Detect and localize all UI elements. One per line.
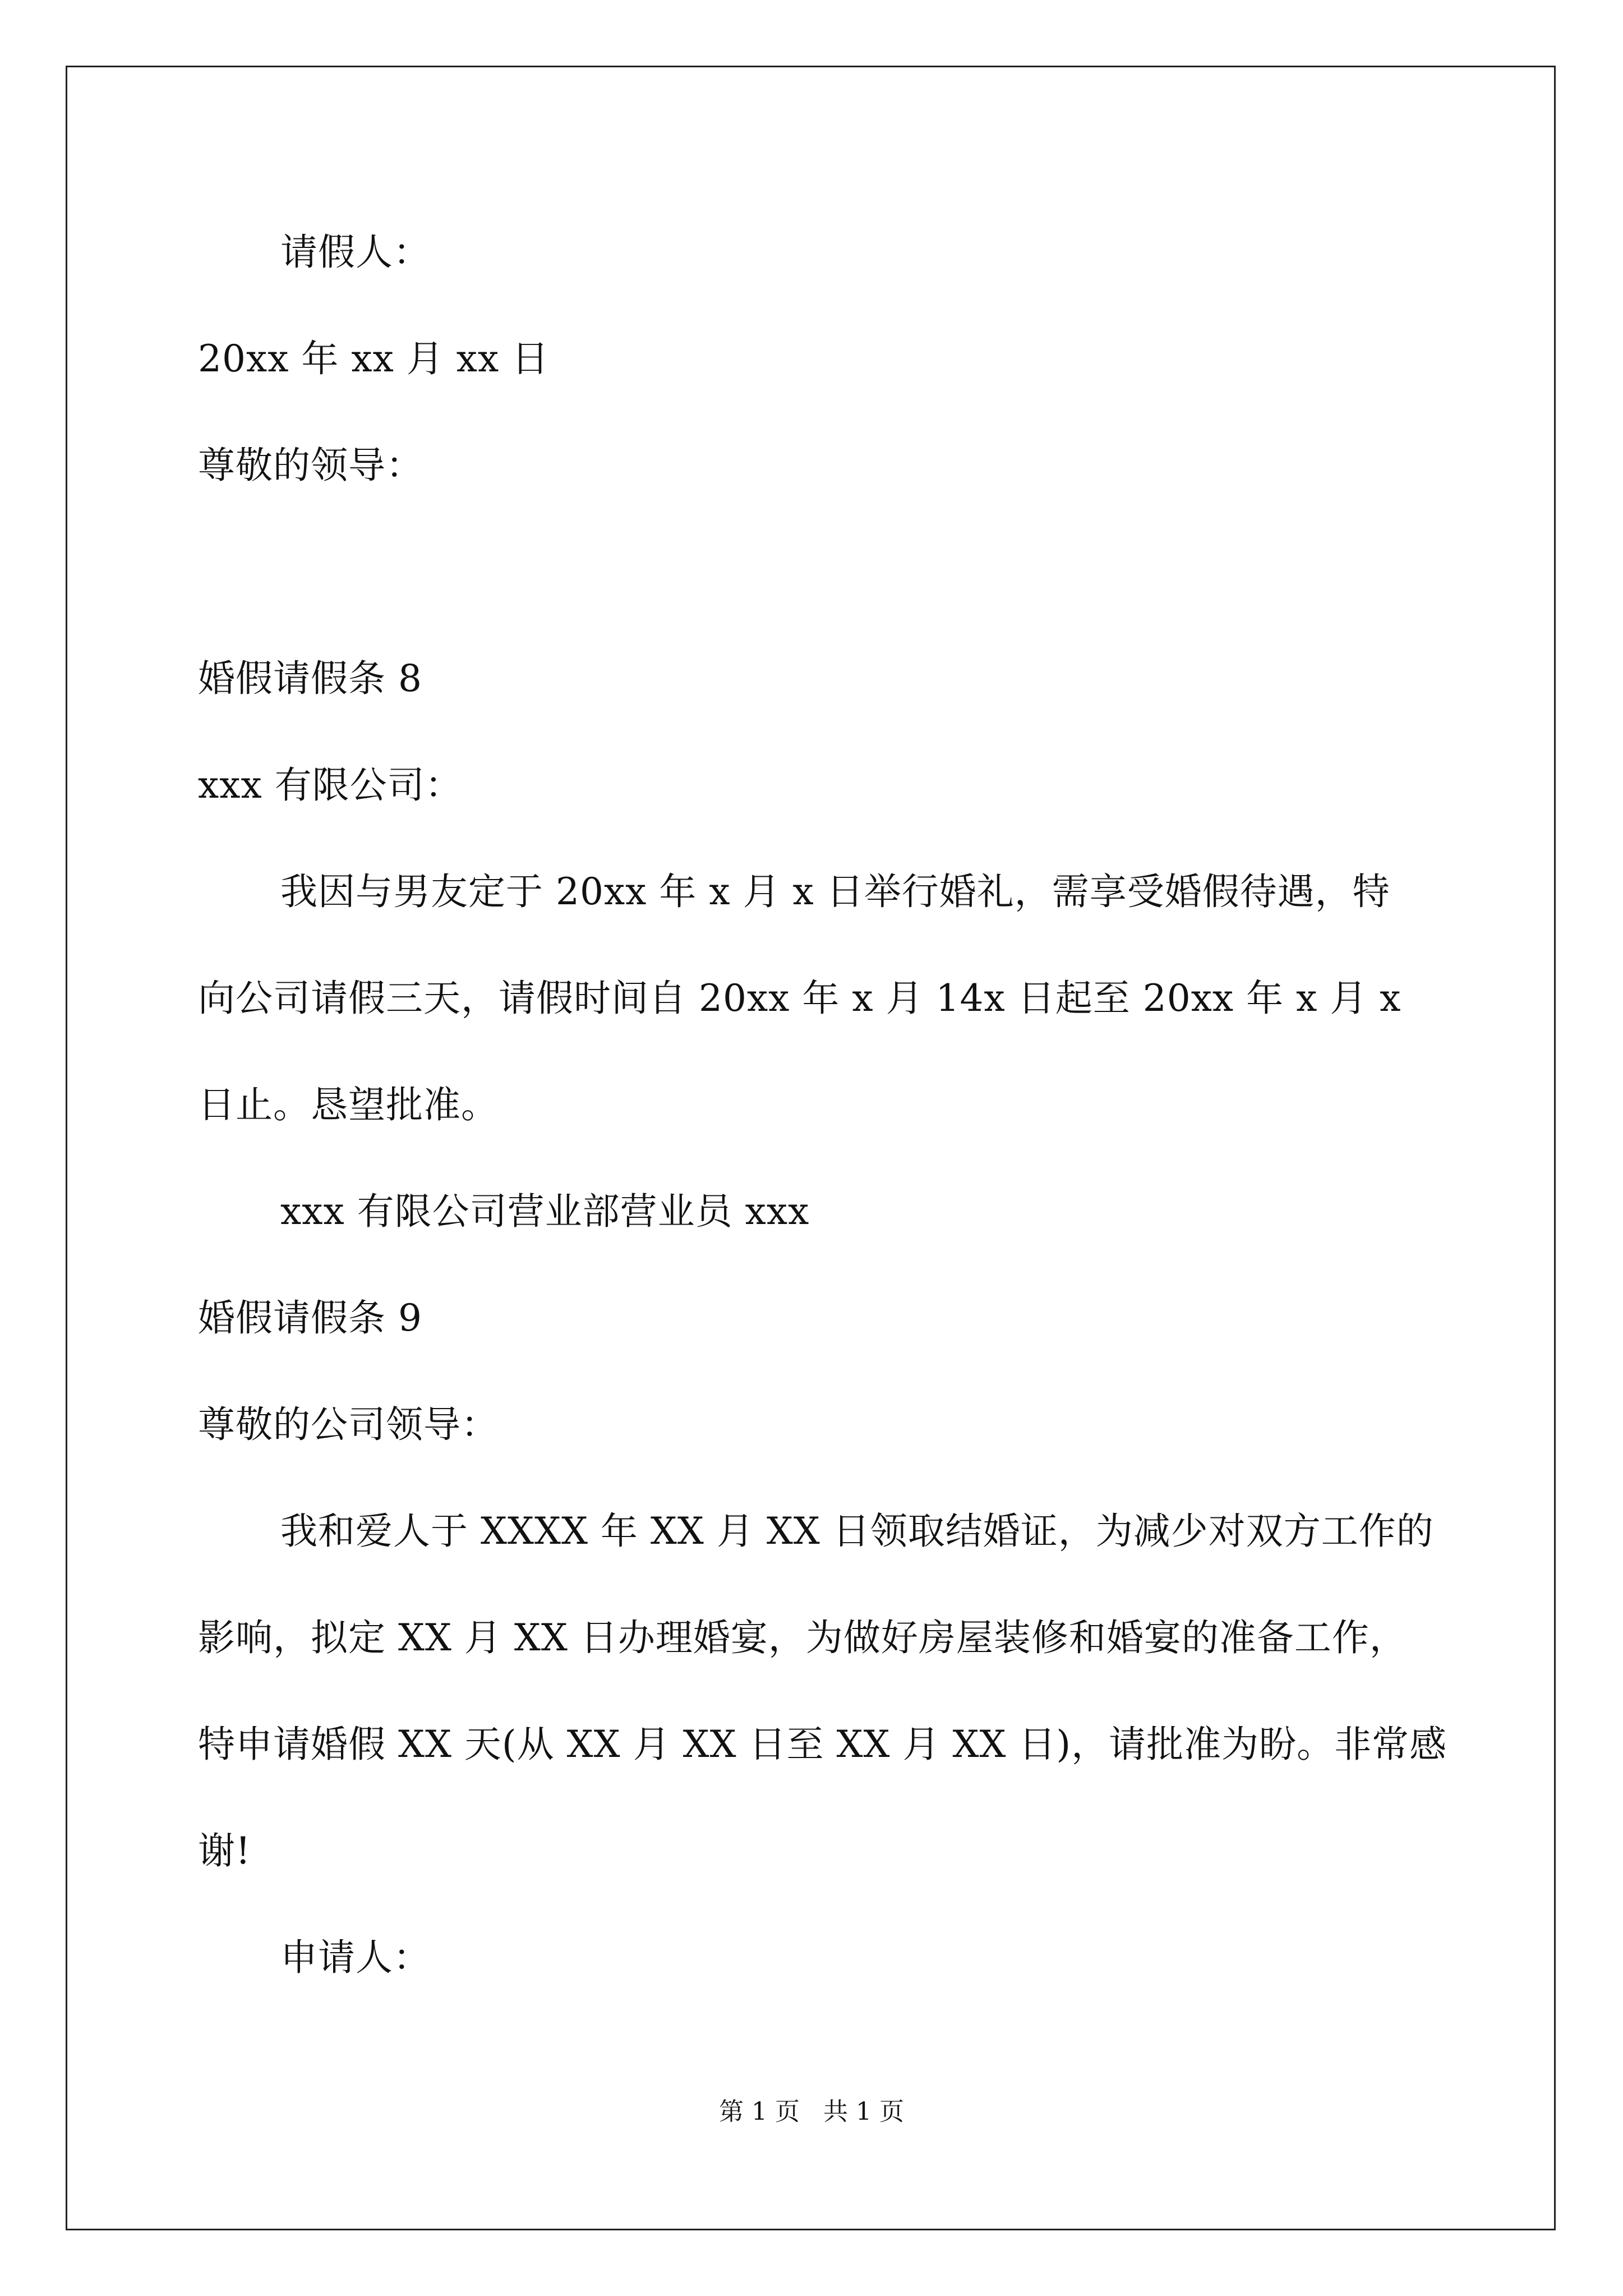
body-paragraph-line: 我因与男友定于 20xx 年 x 月 x 日举行婚礼，需享受婚假待遇，特 — [280, 870, 1390, 913]
applicant-line: 申请人： — [280, 1936, 431, 1979]
date-line: 20xx 年 xx 月 xx 日 — [198, 337, 550, 380]
page-border — [66, 66, 1556, 2230]
body-paragraph-line: 向公司请假三天，请假时间自 20xx 年 x 月 14x 日起至 20xx 年 x 月 x — [198, 977, 1401, 1020]
body-paragraph-line: 影响，拟定 XX 月 XX 日办理婚宴，为做好房屋装修和婚宴的准备工作， — [198, 1616, 1407, 1659]
salutation-company-leader: 尊敬的公司领导： — [198, 1403, 499, 1446]
body-paragraph-line: 我和爱人于 XXXX 年 XX 月 XX 日领取结婚证，为减少对双方工作的 — [280, 1510, 1434, 1553]
recipient-company: xxx 有限公司： — [198, 763, 463, 807]
salutation-leader: 尊敬的领导： — [198, 444, 423, 487]
applicant-signature-line: 请假人： — [280, 231, 431, 274]
body-paragraph-line: 谢! — [198, 1829, 251, 1872]
section-title-9: 婚假请假条 9 — [198, 1296, 422, 1340]
section-title-8: 婚假请假条 8 — [198, 657, 422, 700]
body-paragraph-line: 日止。恳望批准。 — [198, 1083, 499, 1126]
page-footer: 第 1 页 共 1 页 — [719, 2097, 904, 2126]
body-paragraph-line: 特申请婚假 XX 天(从 XX 月 XX 日至 XX 月 XX 日)，请批准为盼。非常感 — [198, 1723, 1447, 1766]
sender-signature: xxx 有限公司营业部营业员 xxx — [280, 1190, 810, 1233]
